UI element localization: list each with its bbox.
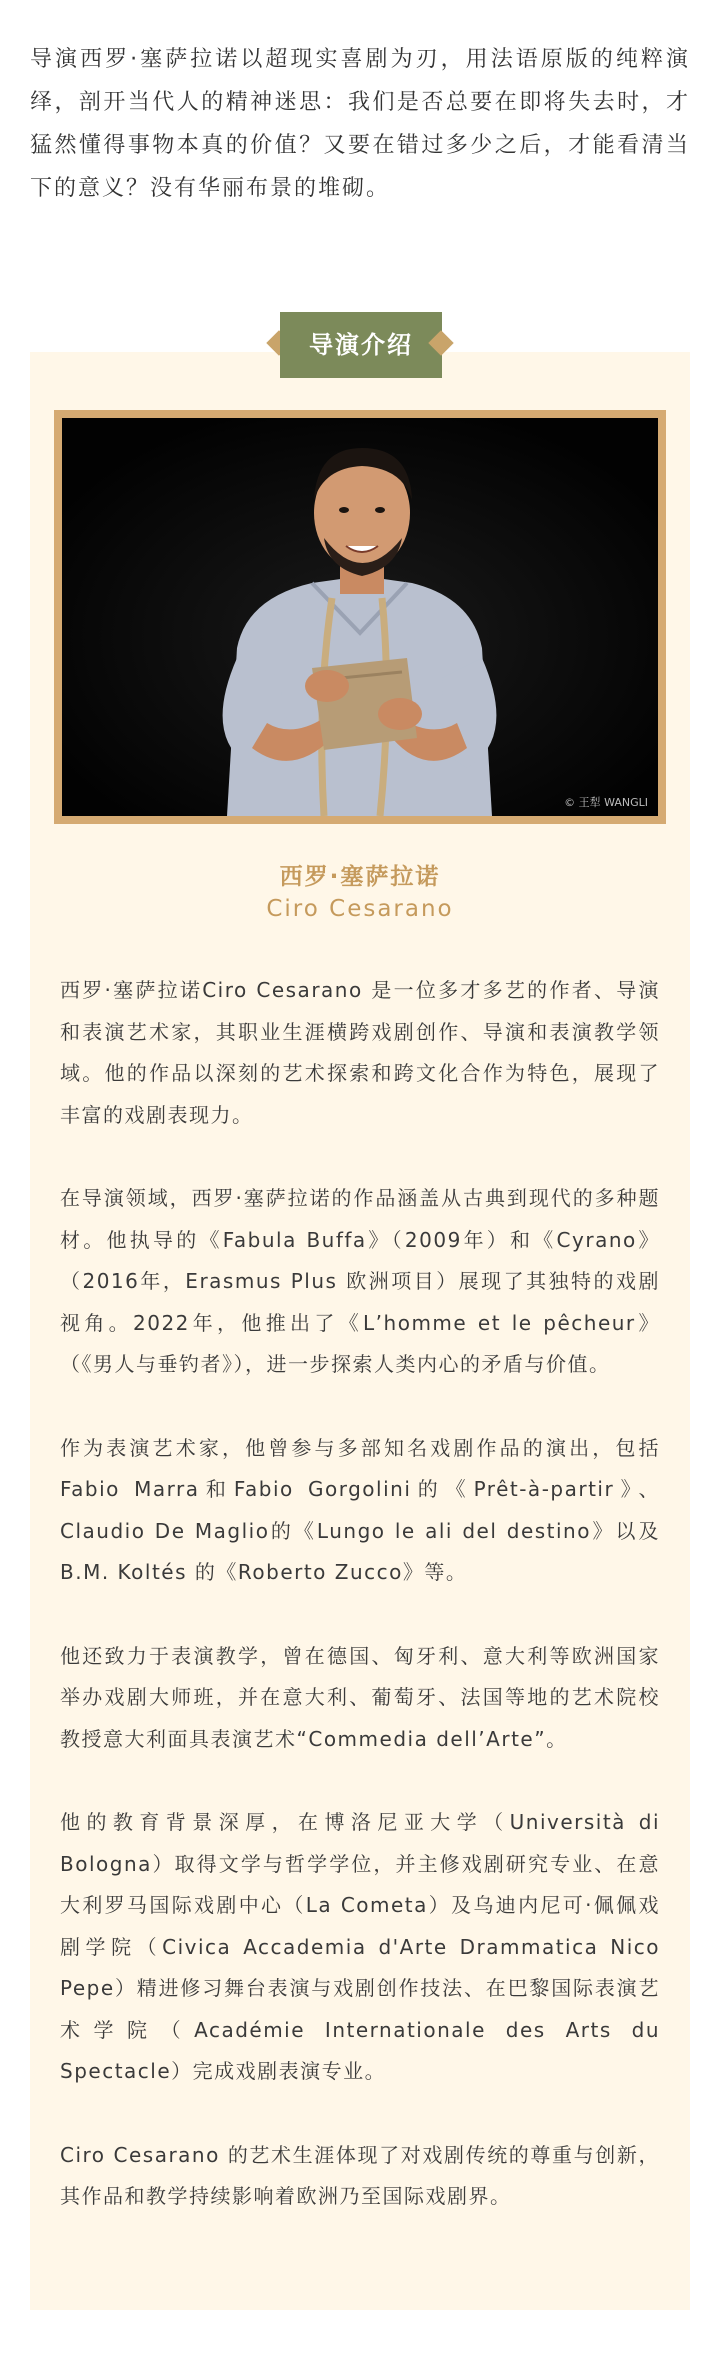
photo-frame <box>54 410 666 824</box>
director-name-en: Ciro Cesarano <box>266 896 454 922</box>
intro-paragraph: 导演西罗·塞萨拉诺以超现实喜剧为刃，用法语原版的纯粹演绎，剖开当代人的精神迷思：我们是否总要在即将失去时，才猛然懂得事物本真的价值？又要在错过多少之后，才能看清当下的意义？没有华丽布景的堆砌。 <box>30 47 690 201</box>
bio-paragraph: 在导演领域，西罗·塞萨拉诺的作品涵盖从古典到现代的多种题材。他执导的《Fabula Buffa》（2009年）和《Cyrano》（2016年，Erasmus Plus 欧洲项目）展现了其独特的戏剧视角。2022年，他推出了《L’homme et le pêcheur》（《男人与垂钓者》），进一步探索人类内心的矛盾与价值。 <box>60 1186 660 1376</box>
bio-paragraph: Ciro Cesarano 的艺术生涯体现了对戏剧传统的尊重与创新，其作品和教学持续影响着欧洲乃至国际戏剧界。 <box>60 2142 660 2208</box>
director-bio <box>60 970 660 2260</box>
bio-paragraph: 他还致力于表演教学，曾在德国、匈牙利、意大利等欧洲国家举办戏剧大师班，并在意大利、葡萄牙、法国等地的艺术院校教授意大利面具表演艺术“Commedia dell’Arte”。 <box>60 1643 660 1751</box>
bio-paragraph: 作为表演艺术家，他曾参与多部知名戏剧作品的演出，包括Fabio Marra和Fabio Gorgolini的《Prêt-à-partir》、Claudio De Maglio的《Lungo le ali del destino》以及B.M. Koltés 的《Roberto Zucco》等。 <box>60 1435 660 1584</box>
photo-credit: © 王犁 WANGLI <box>564 796 648 809</box>
bio-paragraph: 他的教育背景深厚，在博洛尼亚大学（Università di Bologna）取得文学与哲学学位，并主修戏剧研究专业、在意大利罗马国际戏剧中心（La Cometa）及乌迪内尼可·佩佩戏剧学院（Civica Accademia d'Arte Drammatica Nico Pepe）精进修习舞台表演与戏剧创作技法、在巴黎国际表演艺术学院（Académie Internationale des Arts du Spectacle）完成戏剧表演专业。 <box>60 1810 660 2083</box>
bio-paragraph: 西罗·塞萨拉诺Ciro Cesarano 是一位多才多艺的作者、导演和表演艺术家，其职业生涯横跨戏剧创作、导演和表演教学领域。他的作品以深刻的艺术探索和跨文化合作为特色，展现了丰富的戏剧表现力。 <box>60 978 660 1127</box>
director-illustration <box>62 418 658 816</box>
section-header <box>0 312 720 378</box>
section-title: 导演介绍 <box>280 312 442 378</box>
director-photo[interactable] <box>62 418 658 816</box>
director-name-cn: 西罗·塞萨拉诺 <box>279 864 441 890</box>
